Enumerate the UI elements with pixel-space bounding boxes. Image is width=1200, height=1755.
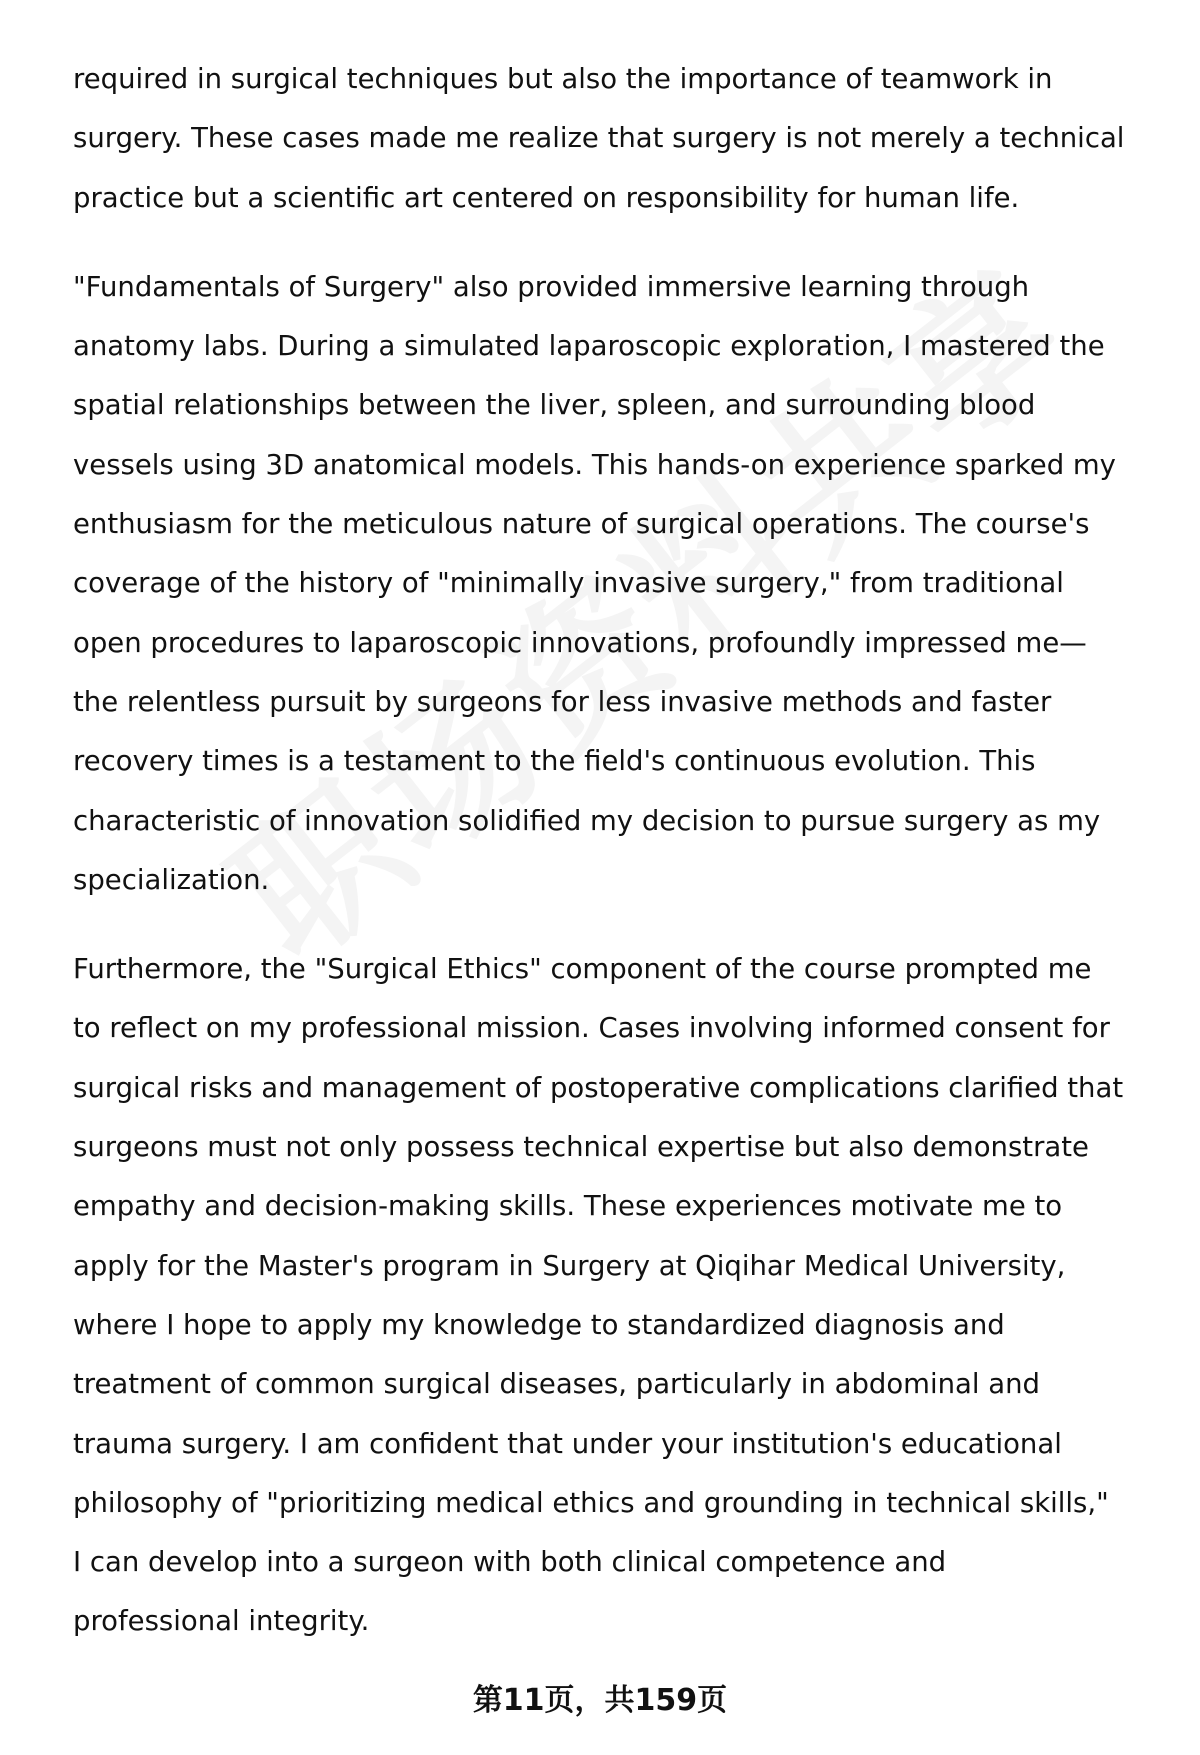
- text-line: to reflect on my professional mission. Cases involving informed consent for: [73, 1012, 1110, 1045]
- text-line: professional integrity.: [73, 1605, 370, 1638]
- text-line: open procedures to laparoscopic innovations, profoundly impressed me—: [73, 626, 1087, 659]
- text-line: practice but a scientific art centered on responsibility for human life.: [73, 181, 1020, 214]
- text-line: spatial relationships between the liver, spleen, and surrounding blood: [73, 389, 1036, 422]
- text-line: treatment of common surgical diseases, particularly in abdominal and: [73, 1368, 1041, 1401]
- text-line: I can develop into a surgeon with both clinical competence and: [73, 1546, 947, 1579]
- text-line: vessels using 3D anatomical models. This hands-on experience sparked my: [73, 448, 1116, 481]
- page-number: 第11页，共159页: [472, 1683, 728, 1718]
- text-line: enthusiasm for the meticulous nature of surgical operations. The course's: [73, 508, 1090, 541]
- text-line: recovery times is a testament to the field's continuous evolution. This: [73, 745, 1036, 778]
- text-line: surgeons must not only possess technical expertise but also demonstrate: [73, 1131, 1089, 1164]
- text-line: surgery. These cases made me realize that surgery is not merely a technical: [73, 122, 1125, 155]
- paragraph: [73, 50, 1163, 228]
- text-line: the relentless pursuit by surgeons for less invasive methods and faster: [73, 685, 1052, 718]
- text-line: characteristic of innovation solidified my decision to pursue surgery as my: [73, 804, 1101, 837]
- text-line: empathy and decision-making skills. These experiences motivate me to: [73, 1190, 1063, 1223]
- paragraph: [73, 258, 1163, 910]
- text-line: where I hope to apply my knowledge to standardized diagnosis and: [73, 1308, 1005, 1341]
- text-line: "Fundamentals of Surgery" also provided immersive learning through: [73, 270, 1030, 303]
- text-line: specialization.: [73, 863, 270, 896]
- text-line: Furthermore, the "Surgical Ethics" component of the course prompted me: [73, 953, 1092, 986]
- body-text: [73, 50, 1163, 1682]
- paragraph: [73, 940, 1163, 1652]
- text-line: anatomy labs. During a simulated laparoscopic exploration, I mastered the: [73, 330, 1105, 363]
- text-line: surgical risks and management of postoperative complications clarified that: [73, 1071, 1124, 1104]
- text-line: apply for the Master's program in Surgery at Qiqihar Medical University,: [73, 1249, 1066, 1282]
- text-line: required in surgical techniques but also the importance of teamwork in: [73, 63, 1053, 95]
- text-line: trauma surgery. I am confident that under your institution's educational: [73, 1427, 1062, 1460]
- text-line: philosophy of "prioritizing medical ethics and grounding in technical skills,": [73, 1486, 1109, 1519]
- text-line: coverage of the history of "minimally invasive surgery," from traditional: [73, 567, 1064, 600]
